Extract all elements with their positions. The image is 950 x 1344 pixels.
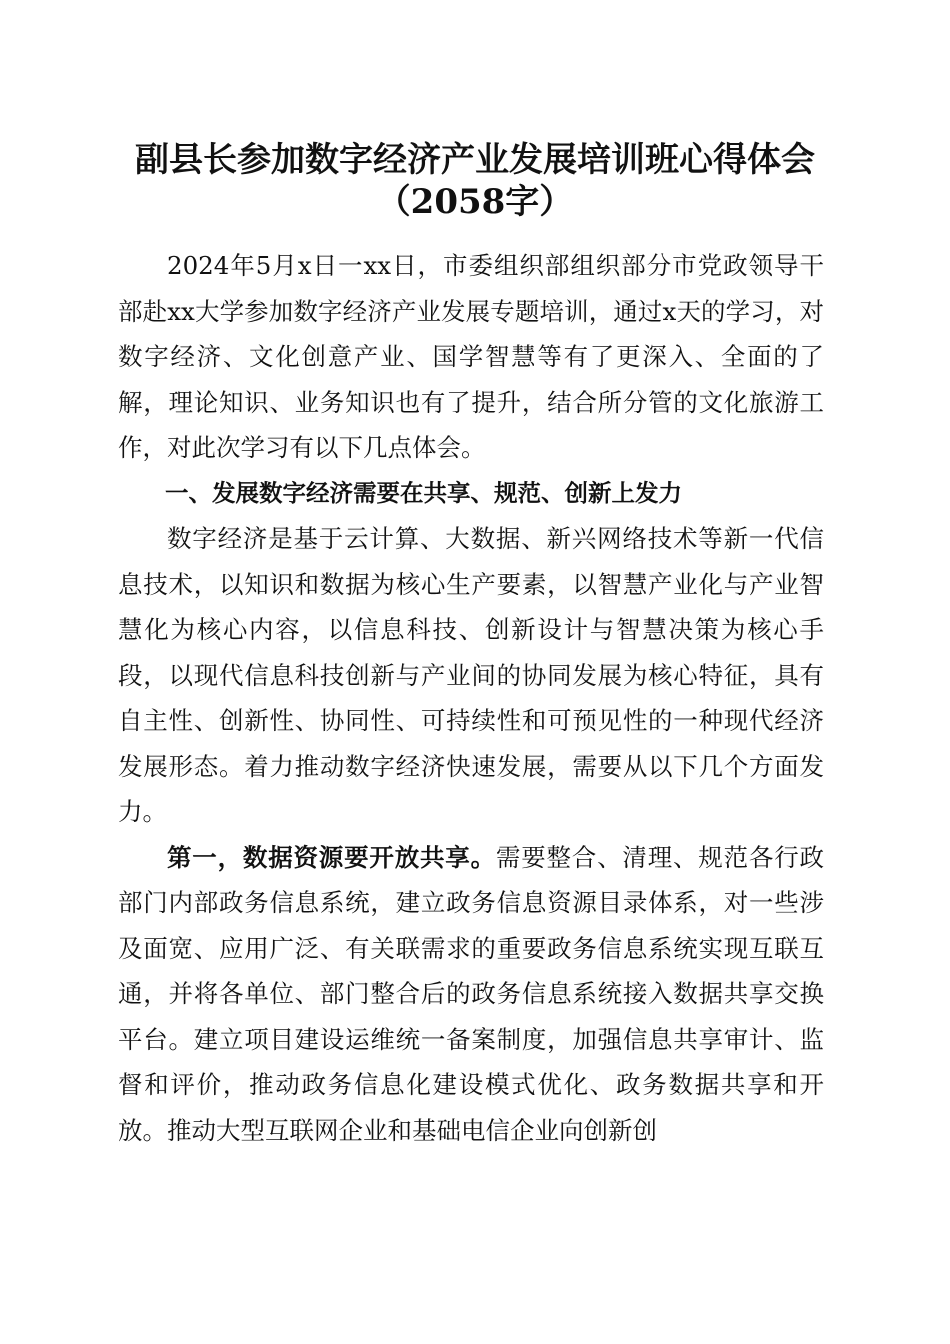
document-body [118, 243, 824, 1153]
document-word-count: （2058字） [376, 182, 574, 222]
point1-paragraph [118, 835, 824, 1154]
section-heading-1: 一、发展数字经济需要在共享、规范、创新上发力 [165, 478, 682, 507]
intro-paragraph: 2024年5月x日一xx日，市委组织部组织部分市党政领导干部赴xx大学参加数字经济产业发展专题培训，通过x天的学习，对数字经济、文化创意产业、国学智慧等有了更深入、全面的了解，理论知识、业务知识也有了提升，结合所分管的文化旅游工作，对此次学习有以下几点体会。 [118, 251, 824, 462]
point1-text: 需要整合、清理、规范各行政部门内部政务信息系统，建立政务信息资源目录体系，对一些涉及面宽、应用广泛、有关联需求的重要政务信息系统实现互联互通，并将各单位、部门整合后的政务信息系统接入数据共享交换平台。建立项目建设运维统一备案制度，加强信息共享审计、监督和评价，推动政务信息化建设模式优化、政务数据共享和开放。推动大型互联网企业和基础电信企业向创新创 [118, 842, 825, 1145]
point1-lead: 第一，数据资源要开放共享。 [167, 842, 496, 872]
document-title: 副县长参加数字经济产业发展培训班心得体会 [135, 140, 815, 180]
section1-paragraph: 数字经济是基于云计算、大数据、新兴网络技术等新一代信息技术，以知识和数据为核心生产要素，以智慧产业化与产业智慧化为核心内容，以信息科技、创新设计与智慧决策为核心手段，以现代信息科技创新与产业间的协同发展为核心特征，具有自主性、创新性、协同性、可持续性和可预见性的一种现代经济发展形态。着力推动数字经济快速发展，需要从以下几个方面发力。 [118, 524, 824, 826]
